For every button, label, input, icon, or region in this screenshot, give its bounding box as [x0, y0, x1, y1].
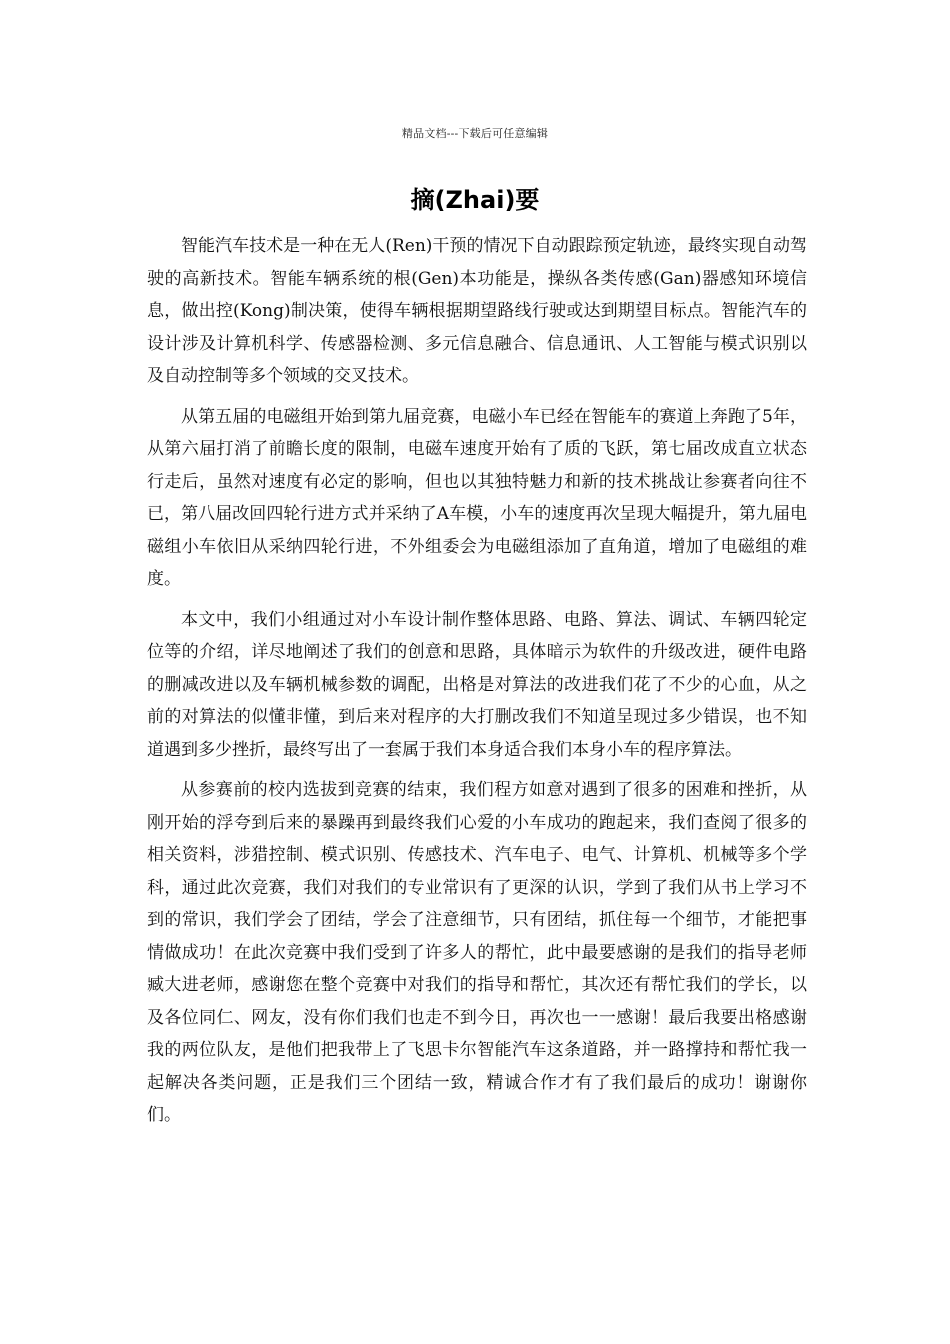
paragraph-1: 智能汽车技术是一种在无人(Ren)干预的情况下自动跟踪预定轨迹，最终实现自动驾驶的高新技术。智能车辆系统的根(Gen)本功能是，操纵各类传感(Gan)器感知环境信息，做出控(Kong)制决策，使得车辆根据期望路线行驶或达到期望目标点。智能汽车的设计涉及计算机科学、传感器检测、多元信息融合、信息通讯、人工智能与模式识别以及自动控制等多个领域的交叉技术。: [147, 236, 807, 386]
paragraph-3: 本文中，我们小组通过对小车设计制作整体思路、电路、算法、调试、车辆四轮定位等的介绍，详尽地阐述了我们的创意和思路，具体暗示为软件的升级改进，硬件电路的删减改进以及车辆机械参数的调配，出格是对算法的改进我们花了不少的心血，从之前的对算法的似懂非懂，到后来对程序的大打删改我们不知道呈现过多少错误，也不知道遇到多少挫折，最终写出了一套属于我们本身适合我们本身小车的程序算法。: [147, 609, 807, 760]
paragraph-2: 从第五届的电磁组开始到第九届竞赛，电磁小车已经在智能车的赛道上奔跑了5年，从第六届打消了前瞻长度的限制，电磁车速度开始有了质的飞跃，第七届改成直立状态行走后，虽然对速度有必定的影响，但也以其独特魅力和新的技术挑战让参赛者向往不已，第八届改回四轮行进方式并采纳了A车模，小车的速度再次呈现大幅提升，第九届电磁组小车依旧从采纳四轮行进，不外组委会为电磁组添加了直角道，增加了电磁组的难度。: [147, 406, 807, 589]
abstract-body: [147, 230, 807, 1140]
page-header: 精品文档---下载后可任意编辑: [401, 127, 549, 140]
page-title: 摘(Zhai)要: [410, 186, 540, 214]
paragraph-4: 从参赛前的校内选拔到竞赛的结束，我们程方如意对遇到了很多的困难和挫折，从刚开始的浮夸到后来的暴躁再到最终我们心爱的小车成功的跑起来，我们查阅了很多的相关资料，涉猎控制、模式识别、传感技术、汽车电子、电气、计算机、机械等多个学科，通过此次竞赛，我们对我们的专业常识有了更深的认识，学到了我们从书上学习不到的常识，我们学会了团结，学会了注意细节，只有团结，抓住每一个细节，才能把事情做成功！在此次竞赛中我们受到了许多人的帮忙，此中最要感谢的是我们的指导老师臧大进老师，感谢您在整个竞赛中对我们的指导和帮忙，其次还有帮忙我们的学长，以及各位同仁、网友，没有你们我们也走不到今日，再次也一一感谢！最后我要出格感谢我的两位队友，是他们把我带上了飞思卡尔智能汽车这条道路，并一路撑持和帮忙我一起解决各类问题，正是我们三个团结一致，精诚合作才有了我们最后的成功！谢谢你们。: [147, 780, 807, 1125]
